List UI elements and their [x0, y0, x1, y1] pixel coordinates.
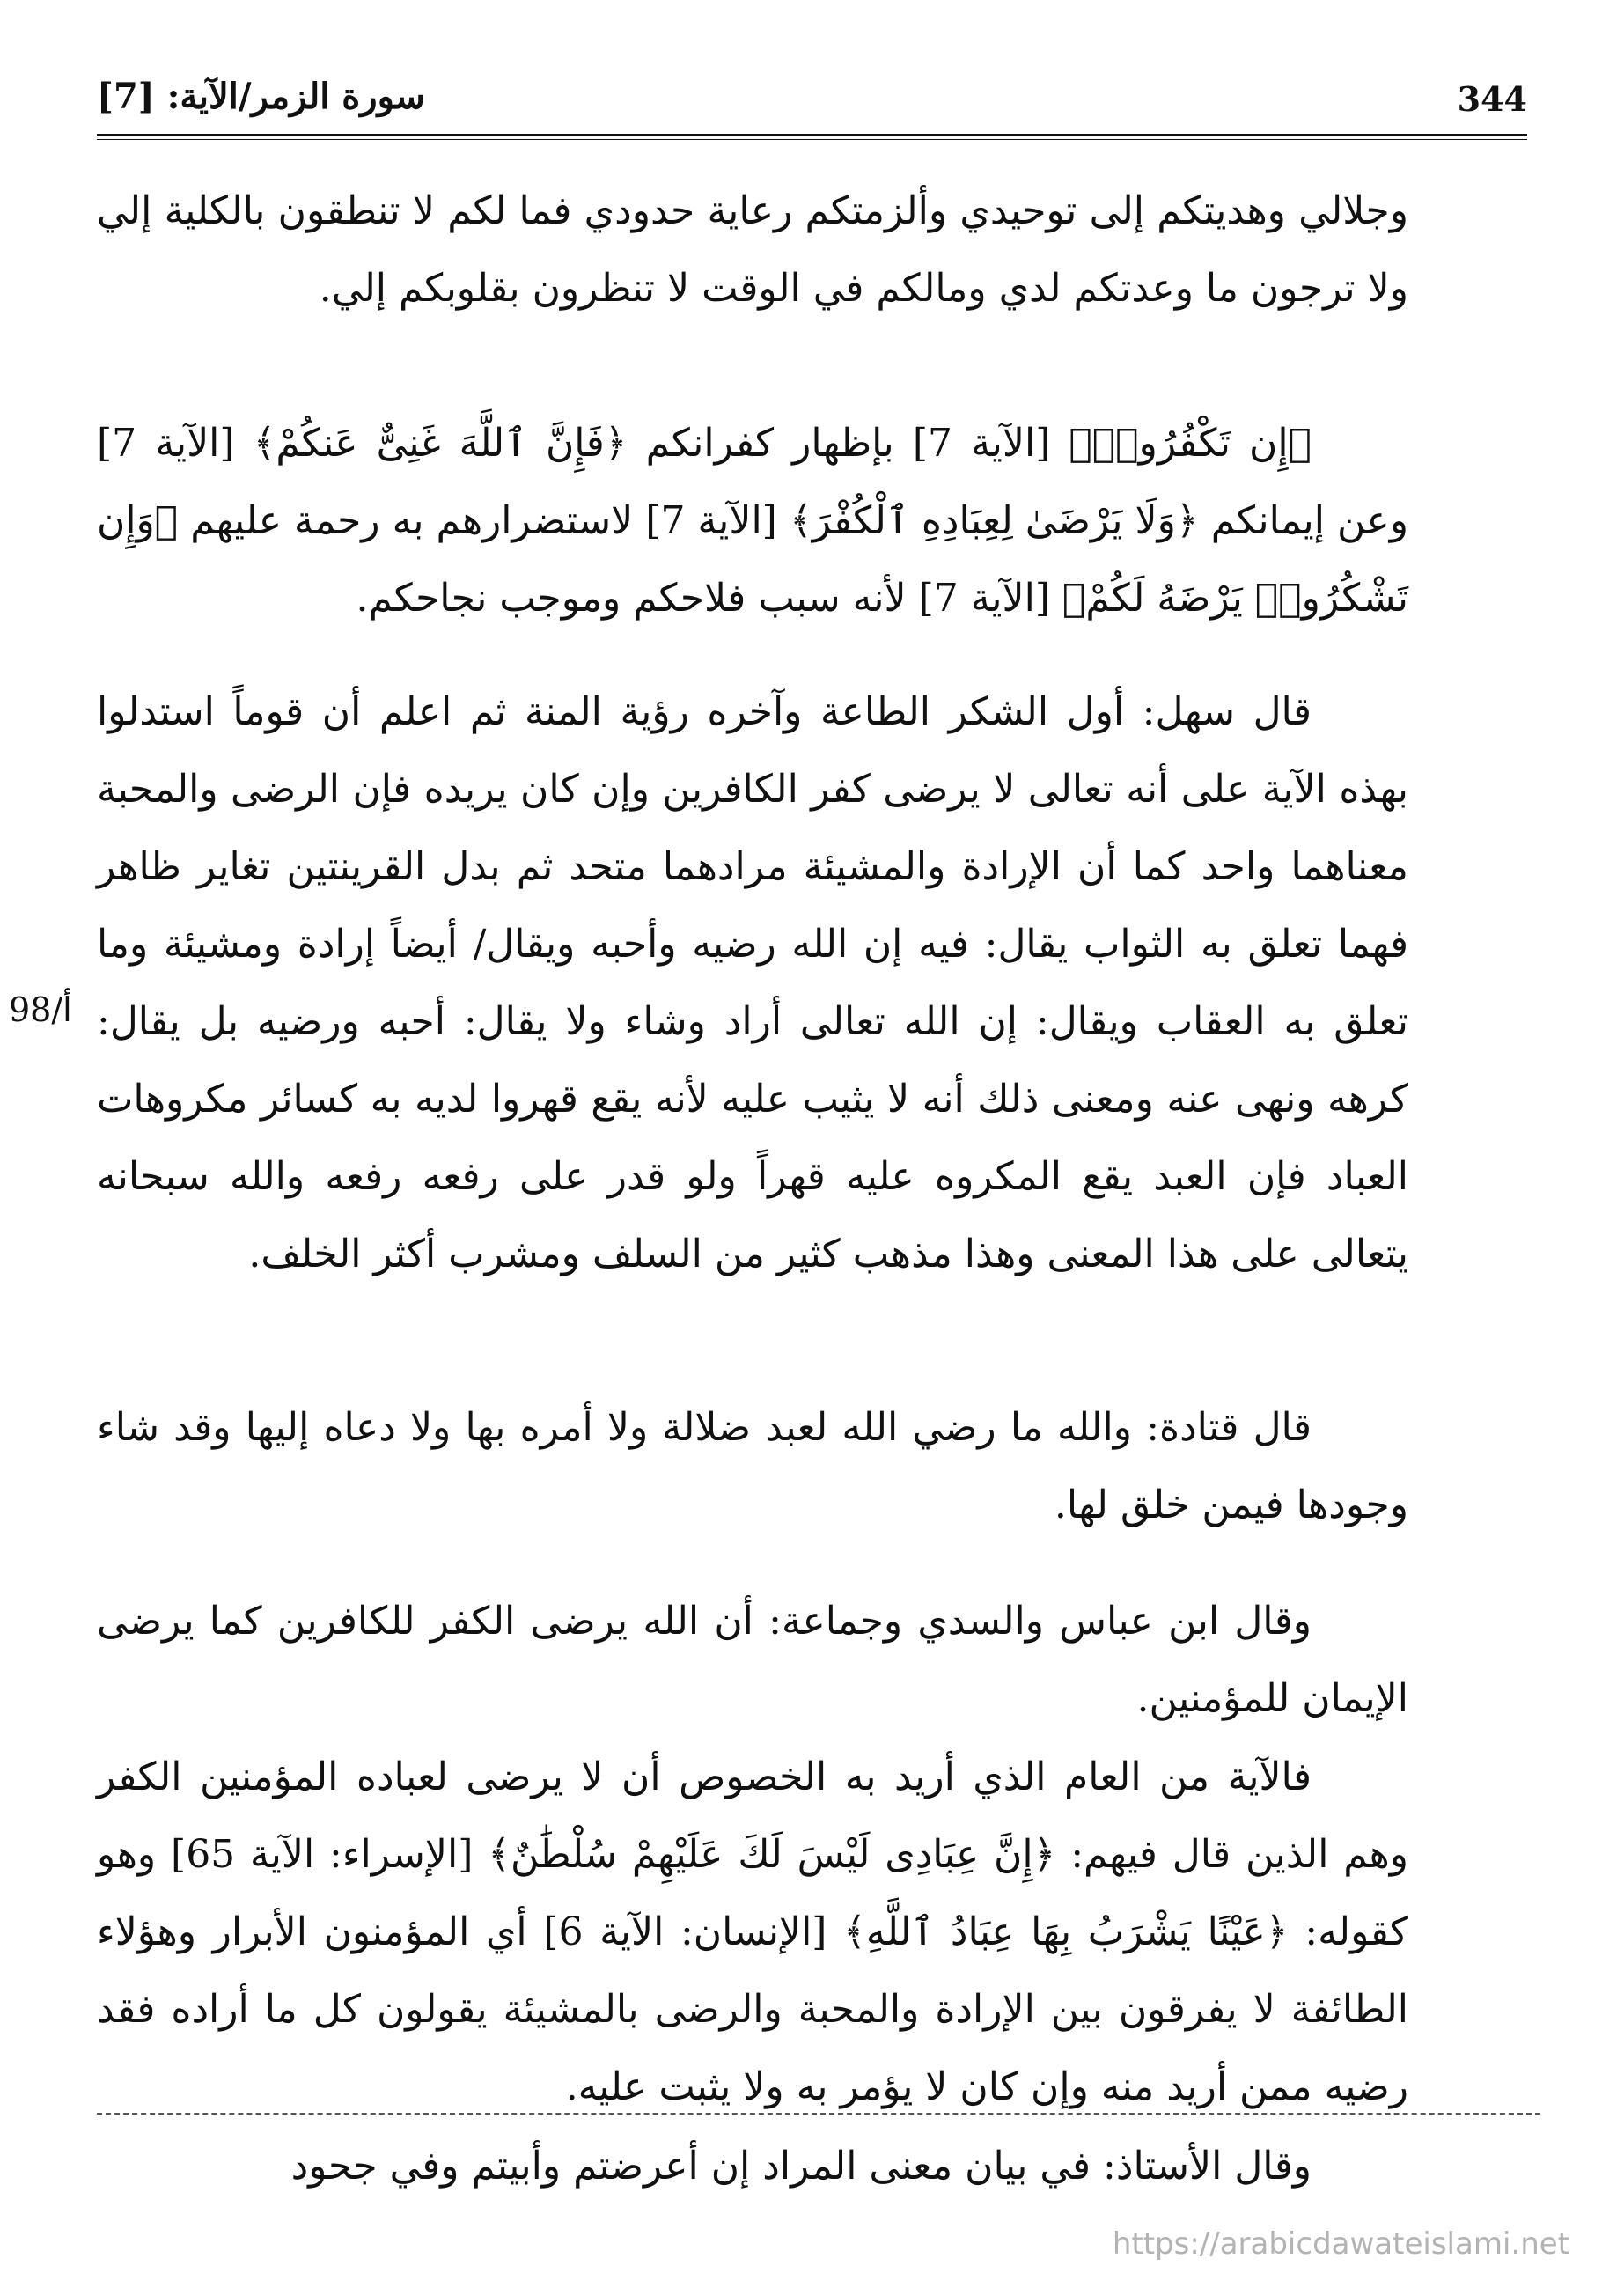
paragraph-5: وقال ابن عباس والسدي وجماعة: أن الله يرضى الكفر للكافرين كما يرضى الإيمان للمؤمنين.: [97, 1599, 1408, 1721]
manuscript-folio-note: 98/أ: [9, 990, 72, 1029]
paragraph-4: قال قتادة: والله ما رضي الله لعبد ضلالة ولا أمره بها ولا دعاه إليها وقد شاء وجودها فيمن خلق لها.: [97, 1405, 1408, 1527]
paragraph-6: فالآية من العام الذي أريد به الخصوص أن لا يرضى لعباده المؤمنين الكفر وهم الذين قال فيهم: ﴿إِنَّ عِبَادِى لَيْسَ لَكَ عَلَيْهِمْ سُلْطَٰنٌ﴾ [الإسراء: الآية 65] وهو كقوله: ﴿عَيْنًا يَشْرَبُ بِهَا عِبَادُ ٱللَّهِ﴾ [الإنسان: الآية 6] أي المؤمنون الأبرار وهؤلاء الطائفة لا يفرقون بين الإرادة والمحبة والرضى بالمشيئة يقولون كل ما أراده فقد رضيه ممن أريد منه وإن كان لا يؤمر به ولا يثبت عليه.: [97, 1755, 1409, 2109]
paragraph-2: ﴿إِن تَكْفُرُوا۟﴾ [الآية 7] بإظهار كفرانكم ﴿فَإِنَّ ٱللَّهَ غَنِىٌّ عَنكُمْ﴾ [الآية 7] وعن إيمانكم ﴿وَلَا يَرْضَىٰ لِعِبَادِهِ ٱلْكُفْرَ﴾ [الآية 7] لاستضرارهم به رحمة عليهم ﴿وَإِن تَشْكُرُوا۟ يَرْضَهُ لَكُمْ﴾ [الآية 7] لأنه سبب فلاحكم وموجب نجاحكم.: [97, 421, 1409, 621]
page-header: [97, 72, 1527, 141]
paragraph-3: قال سهل: أول الشكر الطاعة وآخره رؤية المنة ثم اعلم أن قوماً استدلوا بهذه الآية على أنه تعالى لا يرضى كفر الكافرين وإن كان يريده فإن الرضى والمحبة معناهما واحد كما أن الإرادة والمشيئة مرادهما متحد ثم بدل القرينتين تغاير ظاهر فهما تعلق به الثواب يقال: فيه إن الله رضيه وأحبه ويقال/ أيضاً إرادة ومشيئة وما تعلق به العقاب ويقال: إن الله تعالى أراد وشاء ولا يقال: أحبه ورضيه بل يقال: كرهه ونهى عنه ومعنى ذلك أنه لا يثيب عليه لأنه يقع قهروا لديه به كسائر مكروهات العباد فإن العبد يقع المكروه عليه قهراً ولو قدر على رفعه رفعه والله سبحانه يتعالى على هذا المعنى وهذا مذهب كثير من السلف ومشرب أكثر الخلف.: [97, 689, 1408, 1276]
page-number: 344: [1457, 79, 1527, 119]
paragraph-7: وقال الأستاذ: في بيان معنى المراد إن أعرضتم وأبيتم وفي جحود: [290, 2144, 1312, 2189]
footnote-separator: [97, 2113, 1540, 2115]
header-rule-thin: [97, 139, 1527, 140]
running-title: سورة الزمر/الآية: [7]: [97, 76, 425, 117]
paragraph-1: وجلالي وهديتكم إلى توحيدي وألزمتكم رعاية حدودي فما لكم لا تنطقون بالكلية إلي ولا ترجون ما وعدتكم لدي ومالكم في الوقت لا تنظرون بقلوبكم إلي.: [97, 188, 1408, 311]
watermark: https://arabicdawateislami.net: [1112, 2226, 1569, 2262]
header-rule: [97, 134, 1527, 136]
